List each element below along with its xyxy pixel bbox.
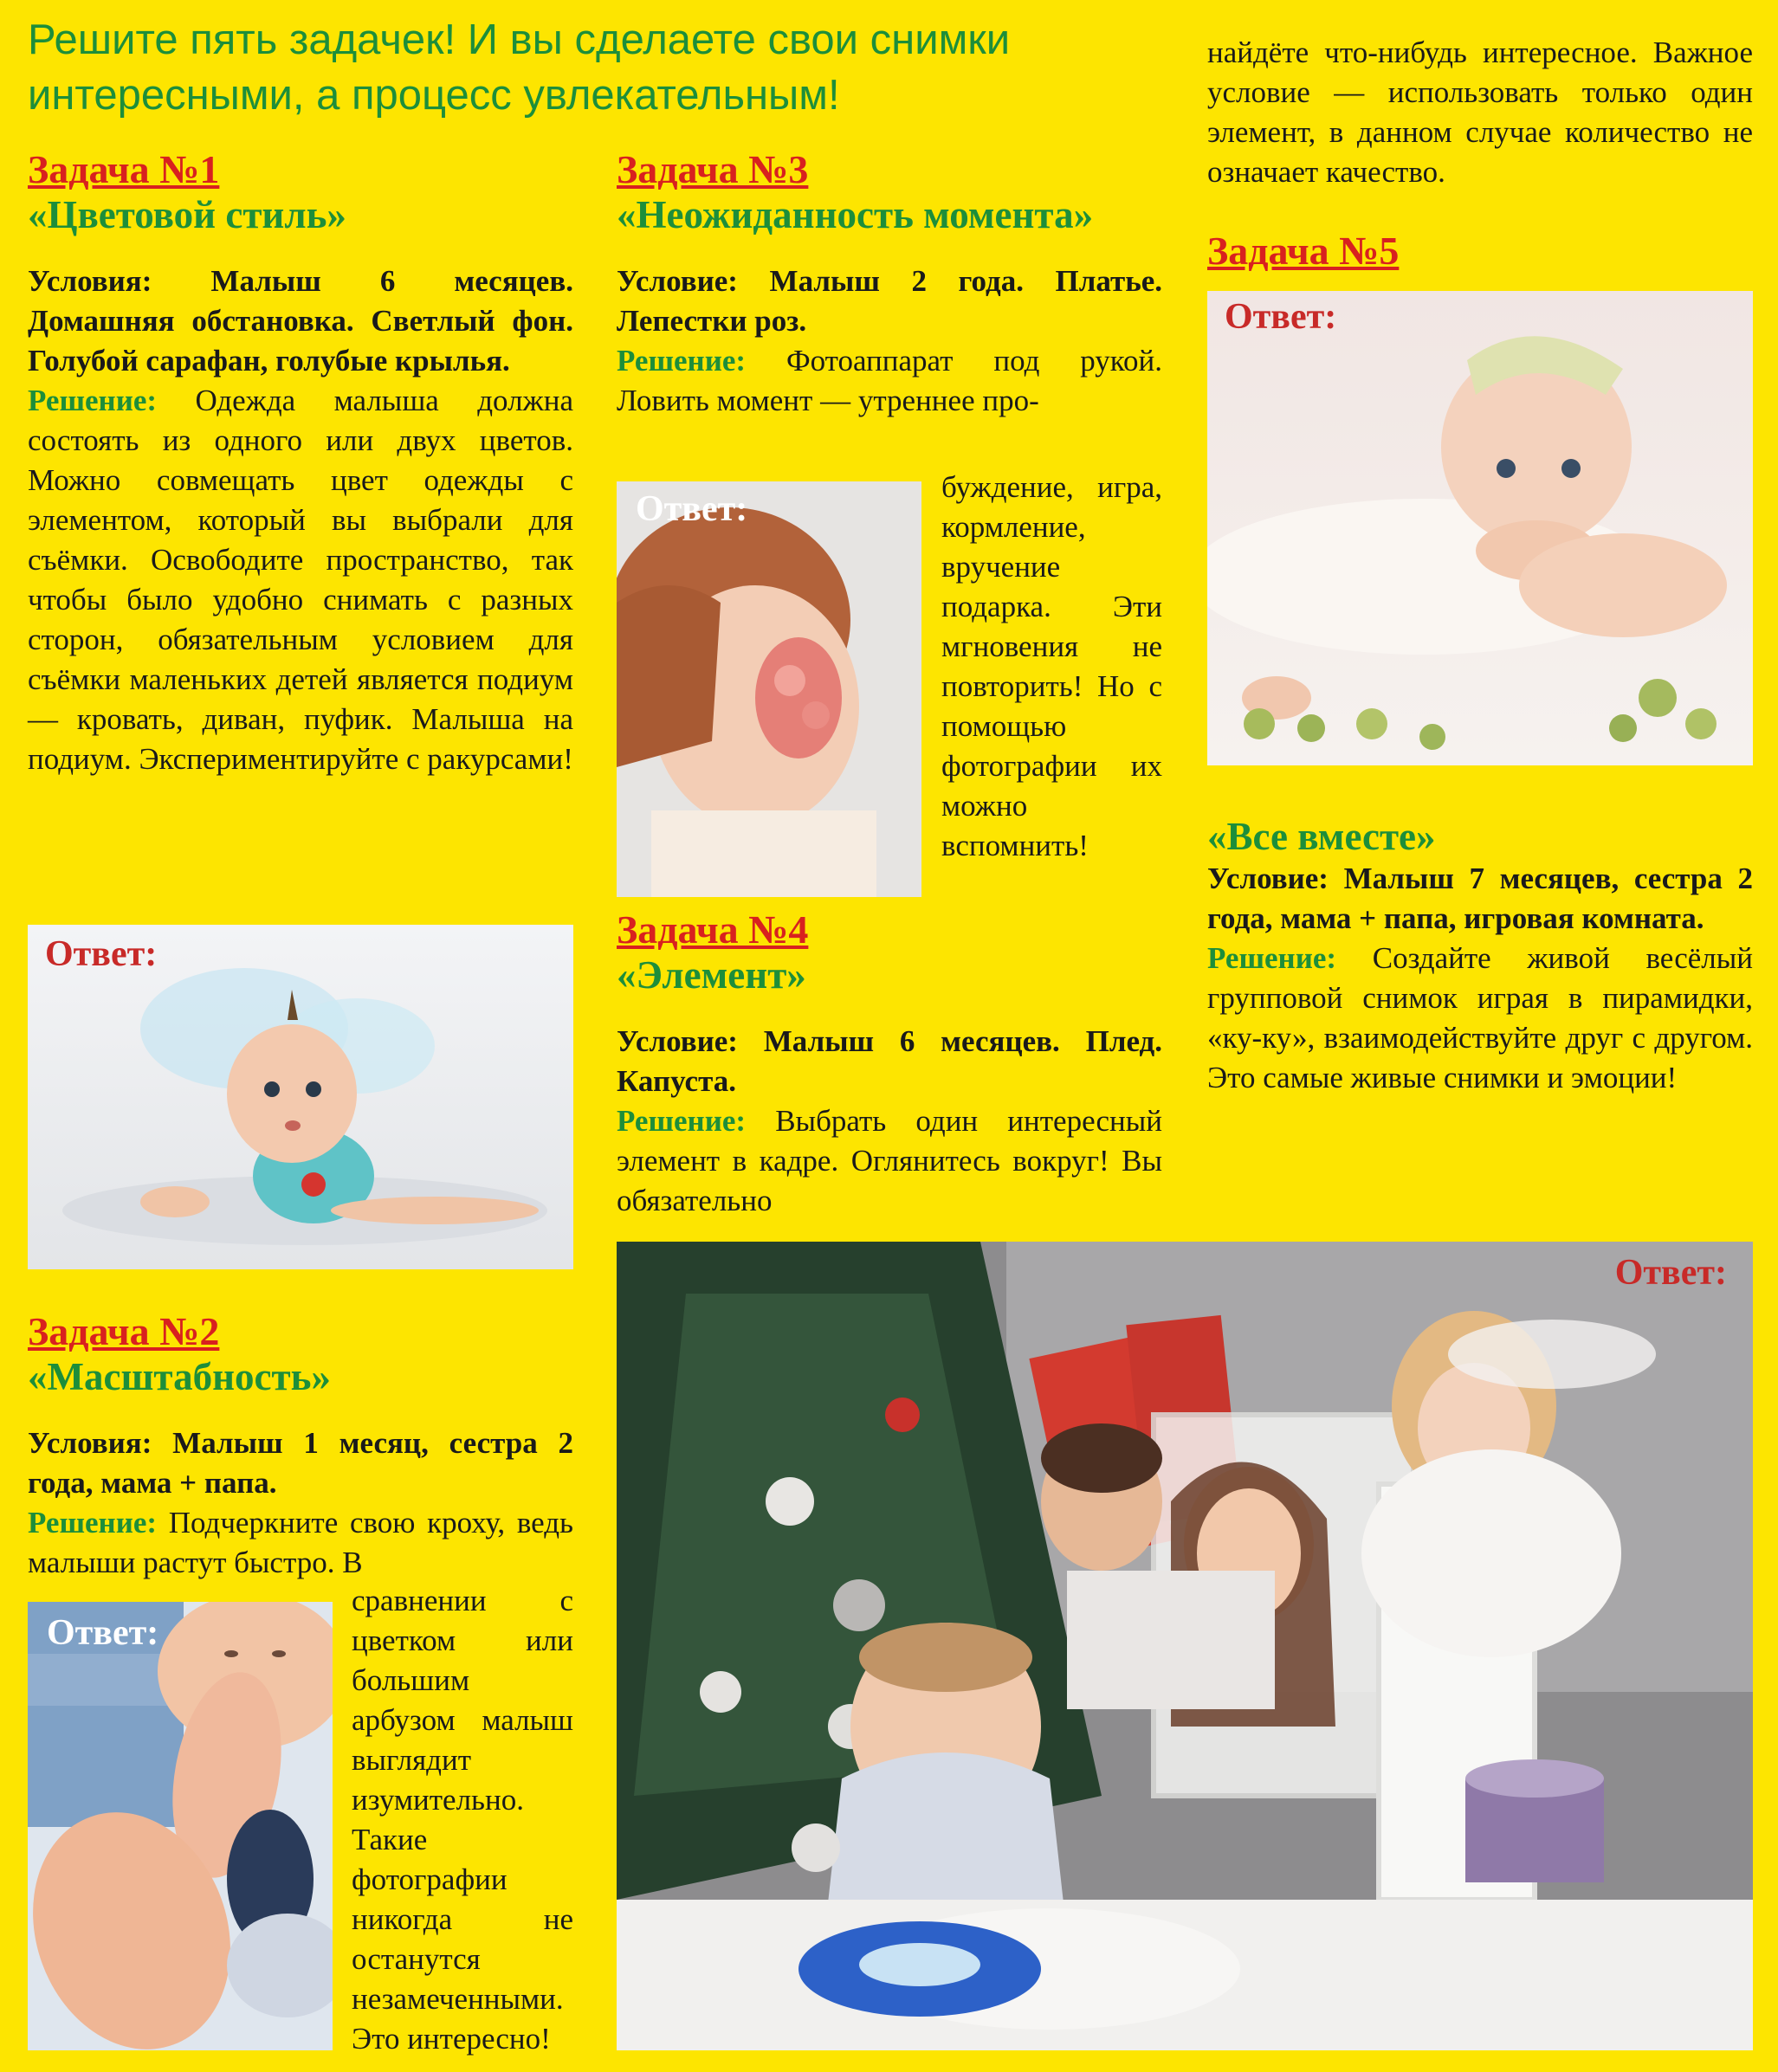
task2-answer-label: Ответ: bbox=[47, 1613, 159, 1653]
task2-block bbox=[28, 1309, 573, 1583]
task4-continuation: найдёте что-нибудь интересное. Важное условие — использовать только один элемент, в данном случае количество не означает качество. bbox=[1207, 36, 1753, 189]
task2-title: Задача №2 bbox=[28, 1309, 220, 1353]
task1-answer-label: Ответ: bbox=[45, 934, 158, 974]
task1-solution: Одежда малыша должна состоять из одного или двух цветов. Можно совмещать цвет одежды с элементом, который вы выбрали для съёмки. Освободите пространство, так чтобы было удобно снимать с разных сторон, обязательным условием для съёмки маленьких детей является подиум — кровать, диван, пуфик. Малыша на подиум. Экспериментируйте с ракурсами! bbox=[28, 384, 573, 776]
photo-family-christmas bbox=[617, 1242, 1753, 2050]
task2-solution-rest-wrap bbox=[352, 1581, 573, 2059]
task3-solution-rest-wrap bbox=[941, 468, 1162, 866]
task1-solution-label: Решение: bbox=[28, 384, 158, 417]
task3-solution-rest: буждение, игра, кормление, вручение подарка. Эти мгновения не повторить! Но с помощью фотографии их можно вспомнить! bbox=[941, 470, 1162, 862]
task4-title: Задача №4 bbox=[617, 907, 809, 952]
photo-baby-wings bbox=[28, 925, 573, 1269]
task5-condition: Условие: Малыш 7 месяцев, сестра 2 года, мама + папа, игровая комната. bbox=[1207, 862, 1753, 935]
task3-title: Задача №3 bbox=[617, 147, 809, 191]
photo-girl-petals bbox=[617, 481, 921, 897]
task2-solution-rest: сравнении с цветком или большим арбузом малыш выглядит изумительно. Такие фотографии никогда не останутся незамеченными. Это интересно! bbox=[352, 1584, 573, 2056]
task4-block bbox=[617, 907, 1162, 1221]
task5-subtitle: «Все вместе» bbox=[1207, 815, 1436, 858]
baby-wings-image bbox=[28, 925, 573, 1269]
task3-solution-intro: Фотоаппарат под рукой. Ловить момент — утреннее про- bbox=[617, 344, 1163, 417]
photo-baby-cabbage bbox=[1207, 291, 1753, 765]
task3-subtitle: «Неожиданность момента» bbox=[617, 193, 1094, 236]
task4-continuation-wrap bbox=[1207, 33, 1753, 192]
task1-title: Задача №1 bbox=[28, 147, 220, 191]
task5-solution-label: Решение: bbox=[1207, 941, 1337, 975]
girl-petals-image bbox=[617, 481, 921, 897]
task2-solution-intro: Подчеркните свою кроху, ведь малыши растут быстро. В bbox=[28, 1506, 573, 1579]
task4-solution-label: Решение: bbox=[617, 1104, 747, 1138]
baby-cabbage-image bbox=[1207, 291, 1753, 765]
task4-condition: Условие: Малыш 6 месяцев. Плед. Капуста. bbox=[617, 1024, 1162, 1098]
task3-block bbox=[617, 147, 1162, 421]
task5-block bbox=[1207, 814, 1753, 1098]
task5-solution: Создайте живой весёлый групповой снимок играя в пирамидки, «ку-ку», взаимодействуйте друг с другом. Это самые живые снимки и эмоции! bbox=[1207, 941, 1753, 1094]
task1-condition: Условия: Малыш 6 месяцев. Домашняя обстановка. Светлый фон. Голубой сарафан, голубые крылья. bbox=[28, 264, 573, 378]
family-christmas-image bbox=[617, 1242, 1753, 2050]
baby-feet-image bbox=[28, 1602, 333, 2050]
task5-answer-label: Ответ: bbox=[1225, 297, 1337, 337]
task3-condition: Условие: Малыш 2 года. Платье. Лепестки роз. bbox=[617, 264, 1162, 338]
photo-baby-feet bbox=[28, 1602, 333, 2050]
task5-answer-big-label: Ответ: bbox=[1614, 1253, 1727, 1293]
task2-solution-label: Решение: bbox=[28, 1506, 158, 1539]
task4-solution: Выбрать один интересный элемент в кадре. Оглянитесь вокруг! Вы обязательно bbox=[617, 1104, 1162, 1217]
task5-title: Задача №5 bbox=[1207, 229, 1400, 273]
task1-subtitle: «Цветовой стиль» bbox=[28, 193, 346, 236]
task2-subtitle: «Масштабность» bbox=[28, 1355, 331, 1398]
task3-answer-label: Ответ: bbox=[636, 489, 748, 529]
task5-title-wrap bbox=[1207, 229, 1753, 274]
task2-condition: Условия: Малыш 1 месяц, сестра 2 года, мама + папа. bbox=[28, 1426, 573, 1500]
task4-subtitle: «Элемент» bbox=[617, 953, 806, 997]
task3-solution-label: Решение: bbox=[617, 344, 747, 378]
page-headline: Решите пять задачек! И вы сделаете свои снимки интересными, а процесс увлекательным! bbox=[28, 16, 1011, 119]
task1-block bbox=[28, 147, 573, 779]
